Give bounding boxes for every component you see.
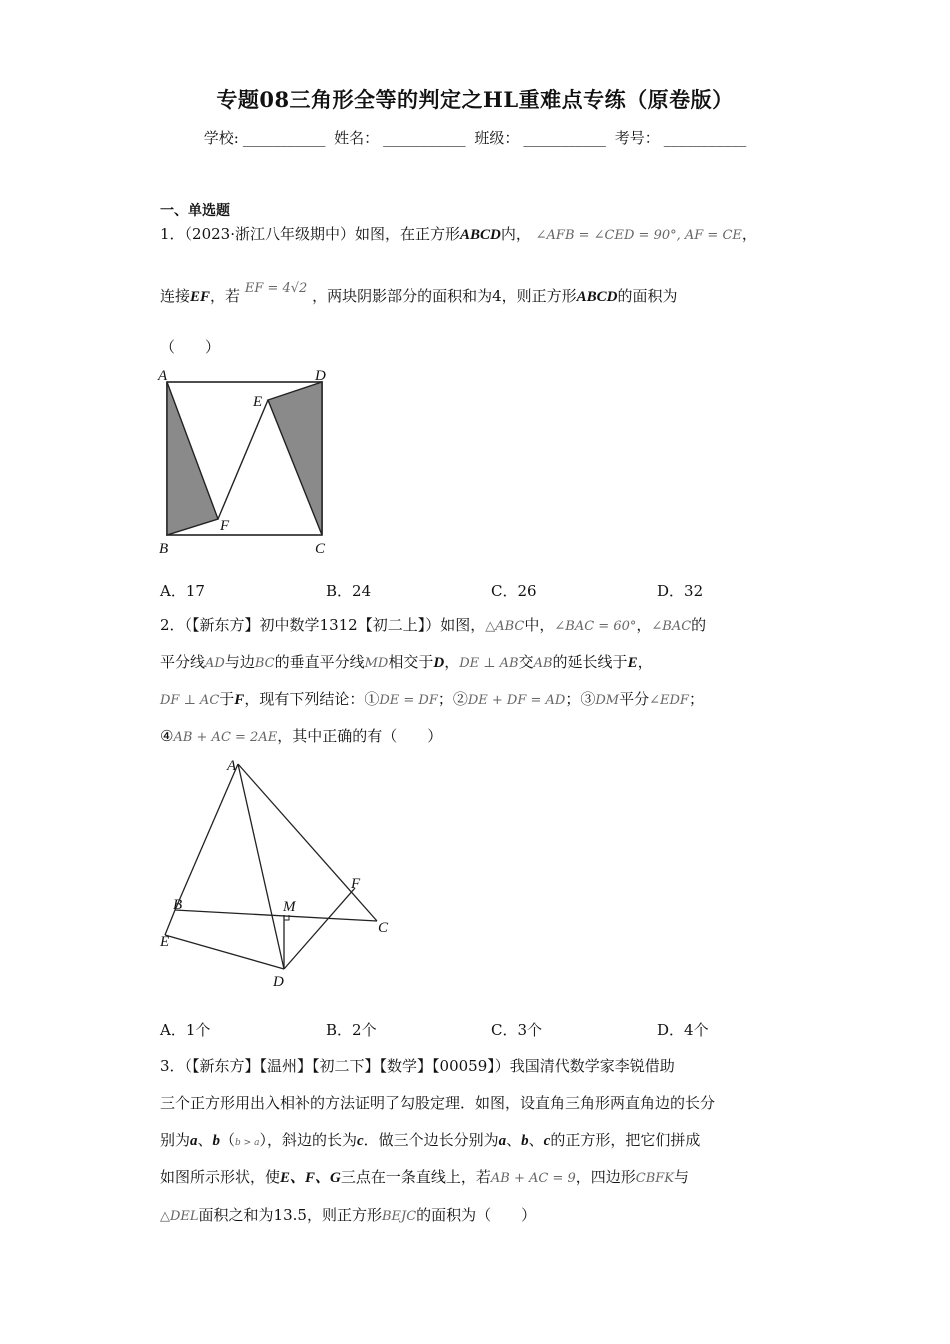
q2-seg-ab: [175, 764, 238, 910]
q1-label-d: D: [315, 368, 326, 384]
exam-no-blank: ___________: [663, 129, 747, 147]
name-label: 姓名：: [334, 129, 380, 147]
q1-option-b[interactable]: B．24: [326, 582, 372, 600]
q2-label-m: M: [283, 899, 296, 915]
q3-line1: 3．（【新东方】【温州】【初二下】【数学】【00059】）我国清代数学家李锐借助: [160, 1057, 675, 1075]
class-label: 班级：: [474, 129, 520, 147]
q1-option-c[interactable]: C．26: [491, 582, 537, 600]
q1-answer-paren: （ ）: [160, 338, 221, 356]
q2-label-c: C: [378, 920, 389, 936]
q2-label-d: D: [273, 974, 284, 990]
q2-seg-bc: [175, 910, 377, 921]
q2-label-a: A: [227, 758, 237, 774]
q1-condition: ∠AFB = ∠CED = 90°, AF = CE: [535, 228, 742, 243]
q2-label-f: F: [351, 876, 361, 892]
q2-label-e: E: [160, 934, 170, 950]
q3-line5: △DEL面积之和为13.5，则正方形BEJC的面积为（ ）: [160, 1206, 537, 1224]
q2-seg-ed: [165, 935, 284, 969]
q2-option-c[interactable]: C．3个: [491, 1021, 543, 1039]
q1-shaded-left: [167, 382, 218, 535]
document-title: 专题08三角形全等的判定之HL重难点专练（原卷版）: [216, 87, 734, 112]
q1-figure: [155, 362, 335, 560]
q2-seg-ac: [238, 764, 377, 921]
q1-segment-ef: [218, 400, 268, 519]
q2-line3: DF ⊥ AC于F，现有下列结论：①DE = DF；②DE + DF = AD；③DM平分∠EDF；: [160, 690, 704, 708]
q1-label-f: F: [220, 518, 230, 534]
q2-option-a[interactable]: A．1个: [160, 1021, 211, 1039]
q1-label-e: E: [253, 394, 263, 410]
q3-line2: 三个正方形用出入相补的方法证明了勾股定理．如图，设直角三角形两直角边的长分: [160, 1094, 716, 1112]
q2-seg-be: [165, 910, 175, 935]
q2-line4: ④AB + AC = 2AE，其中正确的有（ ）: [160, 727, 443, 745]
q3-line3: 别为a、b（b > a），斜边的长为c．做三个边长分别为a、b、c的正方形，把它们拼成: [160, 1131, 701, 1149]
q2-option-d[interactable]: D．4个: [657, 1021, 709, 1039]
q2-line2: 平分线AD与边BC的垂直平分线MD相交于D，DE ⊥ AB交AB的延长线于E，: [160, 653, 653, 671]
q1-ef-value: EF = 4√2: [244, 281, 308, 296]
q2-seg-ad: [238, 764, 284, 969]
q2-option-b[interactable]: B．2个: [326, 1021, 377, 1039]
q2-line1: 2．（【新东方】初中数学1312【初二上】）如图，△ABC中，∠BAC = 60°，∠BAC的: [160, 616, 707, 634]
q3-line4: 如图所示形状，使E、F、G三点在一条直线上，若AB + AC = 9，四边形CBFK与: [160, 1168, 690, 1186]
section-title: 一、单选题: [160, 203, 230, 219]
q1-line1: 1．（2023·浙江八年级期中）如图，在正方形ABCD内， ∠AFB = ∠CED = 90°, AF = CE，: [160, 225, 757, 243]
q2-figure: [155, 752, 400, 997]
name-blank: ___________: [383, 129, 466, 147]
q1-line2: 连接EF，若 EF = 4√2 ，两块阴影部分的面积和为4，则正方形ABCD的面积为: [160, 281, 678, 305]
q1-label-c: C: [315, 541, 326, 557]
school-blank: ___________: [242, 129, 326, 147]
q2-label-b: B: [173, 897, 183, 913]
q1-label-b: B: [159, 541, 169, 557]
q1-option-d[interactable]: D．32: [657, 582, 704, 600]
class-blank: ___________: [523, 129, 606, 147]
exam-no-label: 考号：: [614, 129, 660, 147]
q1-option-a[interactable]: A．17: [160, 582, 205, 600]
q1-label-a: A: [158, 368, 168, 384]
school-label: 学校:: [203, 129, 239, 147]
student-info-row: [0, 127, 950, 148]
q1-shaded-right: [268, 382, 322, 535]
